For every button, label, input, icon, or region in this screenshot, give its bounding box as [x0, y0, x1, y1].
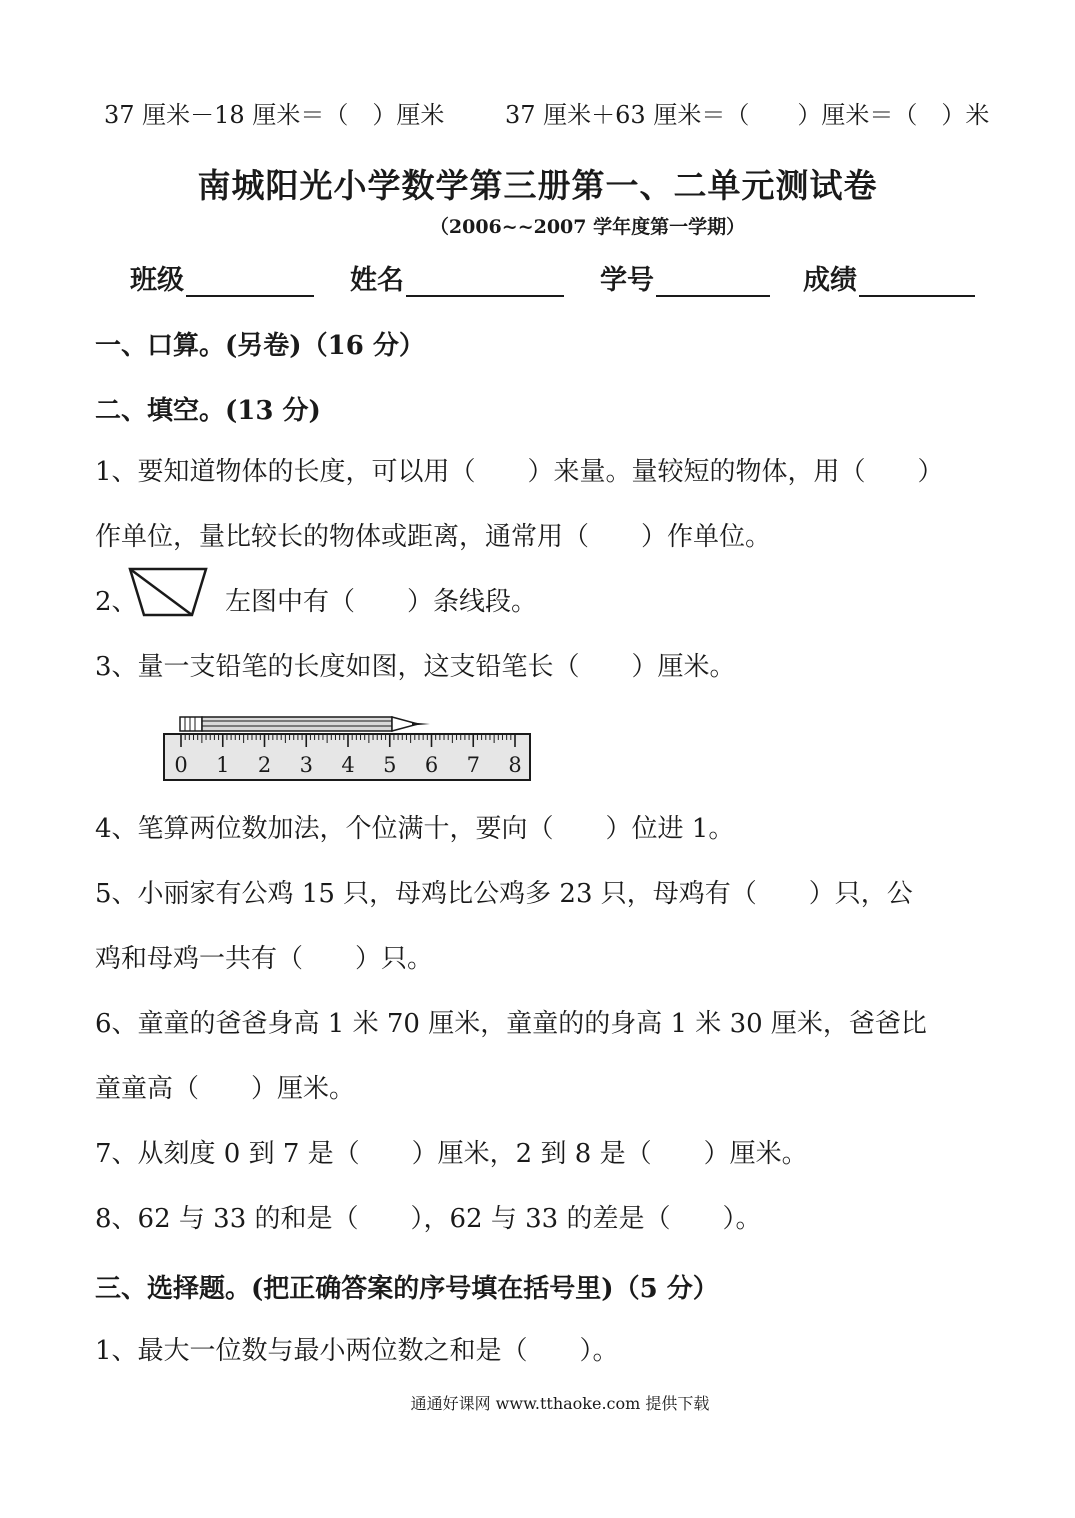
ruler-label: 5: [383, 753, 397, 777]
question-5-line-1: 5、小丽家有公鸡 15 只，母鸡比公鸡多 23 只，母鸡有（ ）只，公: [95, 879, 913, 909]
footer-credit: 通通好课网 www.tthaoke.com 提供下载: [410, 1394, 710, 1413]
question-6-line-1: 6、童童的爸爸身高 1 米 70 厘米，童童的的身高 1 米 30 厘米，爸爸比: [95, 1009, 927, 1039]
number-field: [600, 258, 770, 297]
pencil-ruler-figure: [160, 712, 535, 784]
section-choice: 三、选择题。(把正确答案的序号填在括号里)（5 分）: [95, 1274, 719, 1304]
question-3: 3、量一支铅笔的长度如图，这支铅笔长（ ）厘米。: [95, 652, 736, 682]
ruler-labels: [174, 753, 521, 777]
question-8: 8、62 与 33 的和是（ ），62 与 33 的差是（ ）。: [95, 1204, 762, 1234]
class-blank[interactable]: [186, 265, 314, 297]
score-blank[interactable]: [859, 265, 975, 297]
top-equation-left: 37 厘米－18 厘米＝（ ）厘米: [104, 101, 445, 129]
question-2-number: 2、: [95, 587, 138, 617]
number-label: 学号: [600, 265, 654, 296]
ruler-label: 3: [299, 753, 313, 777]
name-field: [350, 258, 564, 297]
ruler-label: 2: [257, 753, 272, 777]
question-7: 7、从刻度 0 到 7 是（ ）厘米，2 到 8 是（ ）厘米。: [95, 1139, 808, 1169]
question-4: 4、笔算两位数加法，个位满十，要向（ ）位进 1。: [95, 814, 735, 844]
ruler-label: 1: [216, 753, 230, 777]
choice-question-1: 1、最大一位数与最小两位数之和是（ ）。: [95, 1336, 619, 1366]
ruler-label: 6: [424, 753, 439, 777]
section-fill: 二、填空。(13 分): [95, 396, 321, 426]
ruler-label: 4: [341, 753, 355, 777]
score-field: [803, 258, 975, 297]
score-label: 成绩: [803, 265, 857, 296]
top-equation-right: 37 厘米＋63 厘米＝（ ）厘米＝（ ）米: [505, 101, 990, 129]
name-blank[interactable]: [406, 265, 564, 297]
section-oral: 一、口算。(另卷)（16 分）: [95, 331, 425, 361]
question-2-text: 左图中有（ ）条线段。: [225, 587, 538, 617]
class-field: [130, 258, 314, 297]
page-title: 南城阳光小学数学第三册第一、二单元测试卷: [197, 166, 878, 205]
ruler-label: 8: [508, 753, 522, 777]
number-blank[interactable]: [656, 265, 770, 297]
ruler-label: 0: [174, 753, 188, 777]
class-label: 班级: [130, 265, 184, 296]
name-label: 姓名: [350, 265, 404, 296]
question-6-line-2: 童童高（ ）厘米。: [95, 1074, 356, 1104]
question-1-line-1: 1、要知道物体的长度，可以用（ ）来量。量较短的物体，用（ ）: [95, 457, 944, 487]
ruler-label: 7: [466, 753, 480, 777]
page-subtitle: （2006~~2007 学年度第一学期）: [429, 216, 746, 238]
pencil: [180, 717, 430, 731]
question-5-line-2: 鸡和母鸡一共有（ ）只。: [95, 944, 434, 974]
trapezoid-figure: [128, 567, 210, 619]
question-1-line-2: 作单位，量比较长的物体或距离，通常用（ ）作单位。: [95, 522, 772, 552]
